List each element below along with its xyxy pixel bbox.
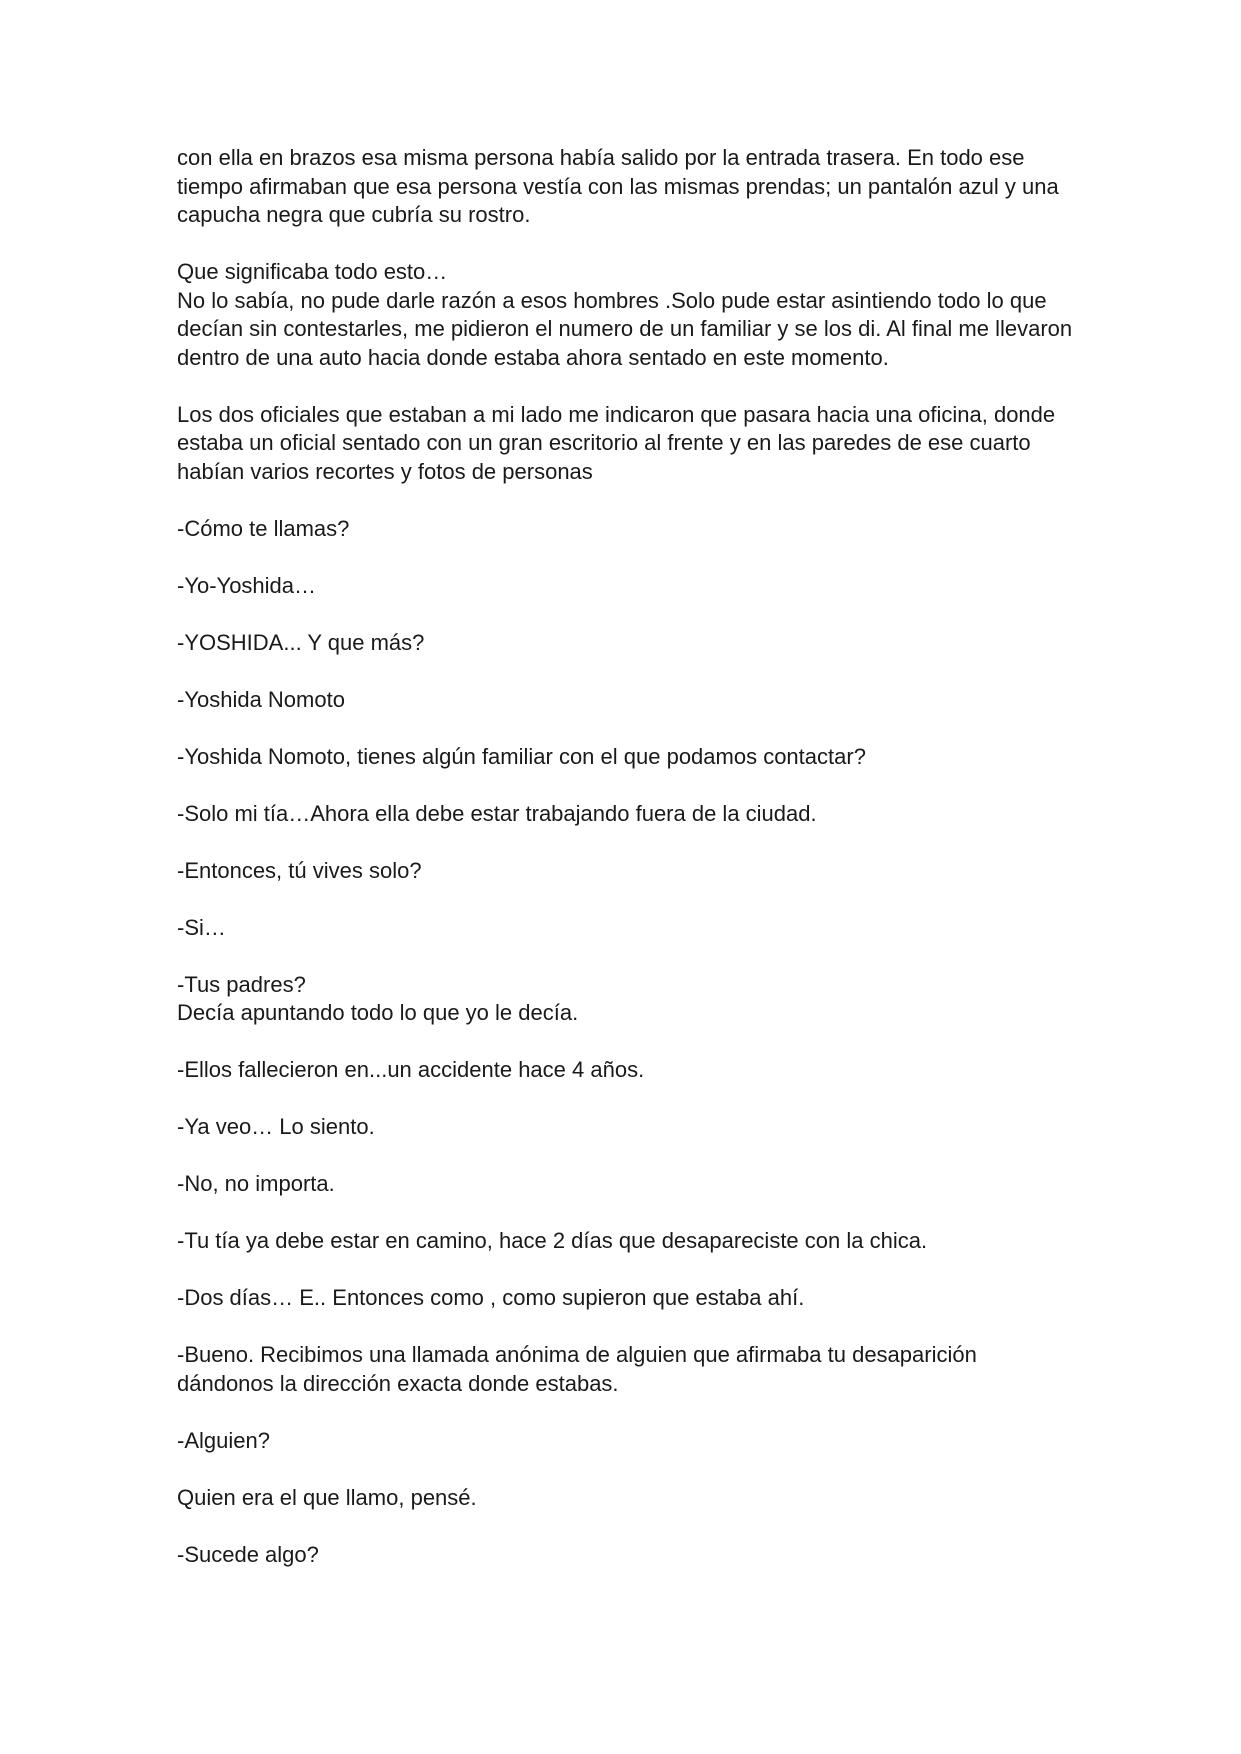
dialogue-line-5: -Yoshida Nomoto, tienes algún familiar con el que podamos contactar? <box>177 743 866 769</box>
paragraph-2: Que significaba todo esto… <box>177 259 448 284</box>
document-page <box>177 144 1077 1598</box>
paragraph-3: No lo sabía, no pude darle razón a esos hombres .Solo pude estar asintiendo todo lo que decían sin contestarles, me pidieron el numero de un familiar y se los di. Al final me llevaron dentro de una auto hacia donde estaba ahora sentado en este momento. <box>177 287 1073 370</box>
narration-line-2: Quien era el que llamo, pensé. <box>177 1484 477 1510</box>
dialogue-line-17: -Sucede algo? <box>177 1541 319 1567</box>
dialogue-line-9: -Tus padres? <box>177 971 306 997</box>
dialogue-line-4: -Yoshida Nomoto <box>177 686 345 712</box>
dialogue-line-3: -YOSHIDA... Y que más? <box>177 629 425 655</box>
dialogue-line-7: -Entonces, tú vives solo? <box>177 857 422 883</box>
dialogue-line-8: -Si… <box>177 914 226 940</box>
dialogue-line-16: -Alguien? <box>177 1427 270 1453</box>
dialogue-line-1: -Cómo te llamas? <box>177 515 350 541</box>
dialogue-line-6: -Solo mi tía…Ahora ella debe estar trabajando fuera de la ciudad. <box>177 800 817 826</box>
dialogue-line-11: -Ya veo… Lo siento. <box>177 1114 375 1139</box>
narration-line-1: Decía apuntando todo lo que yo le decía. <box>177 1000 579 1025</box>
dialogue-line-13: -Tu tía ya debe estar en camino, hace 2 días que desapareciste con la chica. <box>177 1228 928 1253</box>
dialogue-line-2: -Yo-Yoshida… <box>177 572 317 598</box>
dialogue-line-14: -Dos días… E.. Entonces como , como supieron que estaba ahí. <box>177 1285 805 1310</box>
paragraph-1: con ella en brazos esa misma persona había salido por la entrada trasera. En todo ese tiempo afirmaban que esa persona vestía con las mismas prendas; un pantalón azul y una capucha negra que cubría su rostro. <box>177 145 1059 227</box>
dialogue-line-15: -Bueno. Recibimos una llamada anónima de alguien que afirmaba tu desaparición dándonos la dirección exacta donde estabas. <box>177 1342 977 1396</box>
paragraph-4: Los dos oficiales que estaban a mi lado me indicaron que pasara hacia una oficina, donde estaba un oficial sentado con un gran escritorio al frente y en las paredes de ese cuarto habían varios recortes y fotos de personas <box>177 401 1056 484</box>
dialogue-line-12: -No, no importa. <box>177 1171 335 1196</box>
dialogue-line-10: -Ellos fallecieron en...un accidente hace 4 años. <box>177 1057 645 1082</box>
